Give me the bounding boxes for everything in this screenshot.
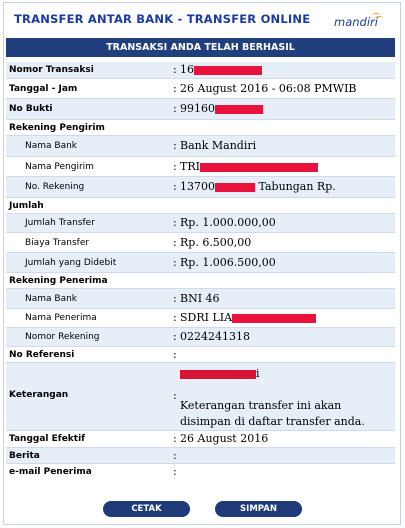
separator: : (173, 160, 177, 173)
separator: : (173, 63, 177, 76)
success-banner: TRANSAKSI ANDA TELAH BERHASIL (6, 38, 395, 57)
separator: : (173, 348, 177, 361)
row-rekening-pengirim (6, 120, 395, 136)
separator: : (173, 139, 177, 152)
row-tanggal-efektif (6, 431, 395, 448)
section-rekening-penerima: Rekening Penerima (9, 276, 108, 286)
label-no-referensi: No Referensi (9, 350, 75, 360)
row-biaya-transfer (6, 233, 395, 253)
label-tanggal-efektif: Tanggal Efektif (9, 434, 86, 444)
cetak-button[interactable]: CETAK (103, 501, 190, 517)
separator: : (173, 311, 177, 324)
row-no-bukti (6, 99, 395, 120)
row-nama-bank-penerima (6, 289, 395, 309)
label-no-bukti: No Bukti (9, 104, 53, 114)
row-jumlah (6, 198, 395, 214)
label-tanggal-jam: Tanggal - Jam (9, 84, 78, 94)
redaction-mark (180, 370, 256, 379)
separator: : (173, 389, 177, 402)
separator: : (173, 330, 177, 343)
separator: : (173, 82, 177, 95)
separator: : (173, 236, 177, 249)
row-no-rekening (6, 177, 395, 198)
label-jumlah-didebit: Jumlah yang Didebit (25, 258, 117, 268)
row-tanggal-jam (6, 79, 395, 99)
redaction-mark (232, 314, 316, 323)
separator: : (173, 256, 177, 269)
label-jumlah-transfer: Jumlah Transfer (25, 218, 95, 228)
row-nama-pengirim (6, 157, 395, 177)
label-email-penerima: e-mail Penerima (9, 467, 92, 477)
value-no-rekening: 13700 Tabungan Rp. (180, 180, 336, 193)
value-nomor-transaksi: 16 (180, 63, 262, 76)
row-no-referensi (6, 347, 395, 363)
redaction-mark (194, 66, 262, 75)
row-nama-penerima (6, 309, 395, 328)
row-berita (6, 448, 395, 464)
separator: : (173, 465, 177, 478)
separator: : (173, 102, 177, 115)
row-nomor-transaksi (6, 62, 395, 79)
separator: : (173, 216, 177, 229)
label-nama-pengirim: Nama Pengirim (25, 162, 94, 172)
separator: : (173, 432, 177, 445)
label-keterangan: Keterangan (9, 390, 69, 400)
label-nama-bank-pengirim: Nama Bank (25, 141, 77, 151)
row-email-penerima (6, 464, 395, 480)
label-nama-bank-penerima: Nama Bank (25, 294, 77, 304)
label-nama-penerima: Nama Penerima (25, 313, 97, 323)
row-rekening-penerima (6, 273, 395, 289)
row-jumlah-transfer (6, 214, 395, 233)
label-nomor-rekening-penerima: Nomor Rekening (25, 332, 100, 342)
separator: : (173, 180, 177, 193)
keterangan-note: Keterangan transfer ini akan disimpan di daftar transfer anda. (180, 399, 365, 428)
label-nomor-transaksi: Nomor Transaksi (9, 65, 94, 75)
row-nomor-rekening-penerima (6, 328, 395, 347)
section-jumlah: Jumlah (9, 201, 44, 211)
value-nama-penerima: SDRI LIA (180, 311, 316, 324)
row-jumlah-didebit (6, 253, 395, 273)
label-no-rekening: No. Rekening (25, 182, 85, 192)
label-biaya-transfer: Biaya Transfer (25, 238, 90, 248)
keterangan-line-1: i (180, 366, 390, 382)
value-jumlah-transfer: Rp. 1.000.000,00 (180, 216, 276, 229)
redaction-mark (200, 163, 318, 172)
redaction-mark (215, 105, 263, 114)
value-nama-bank-pengirim: Bank Mandiri (180, 139, 257, 152)
separator: : (173, 449, 177, 462)
section-rekening-pengirim: Rekening Pengirim (9, 123, 105, 133)
label-berita: Berita (9, 451, 40, 461)
value-no-bukti: 99160 (180, 102, 263, 115)
simpan-button[interactable]: SIMPAN (215, 501, 302, 517)
bank-logo (328, 9, 388, 33)
row-nama-bank-pengirim (6, 136, 395, 157)
value-nomor-rekening-penerima: 0224241318 (180, 330, 250, 343)
value-nama-bank-penerima: BNI 46 (180, 292, 220, 305)
page-title: TRANSFER ANTAR BANK - TRANSFER ONLINE (14, 12, 311, 26)
value-tanggal-efektif: 26 August 2016 (180, 432, 269, 445)
redaction-mark (215, 183, 255, 192)
value-tanggal-jam: 26 August 2016 - 06:08 PMWIB (180, 82, 357, 95)
value-biaya-transfer: Rp. 6.500,00 (180, 236, 252, 249)
row-keterangan (6, 363, 395, 431)
separator: : (173, 292, 177, 305)
value-nama-pengirim: TRI (180, 160, 318, 173)
value-jumlah-didebit: Rp. 1.006.500,00 (180, 256, 276, 269)
logo-text: mandiri (334, 15, 378, 29)
value-keterangan (180, 366, 390, 430)
